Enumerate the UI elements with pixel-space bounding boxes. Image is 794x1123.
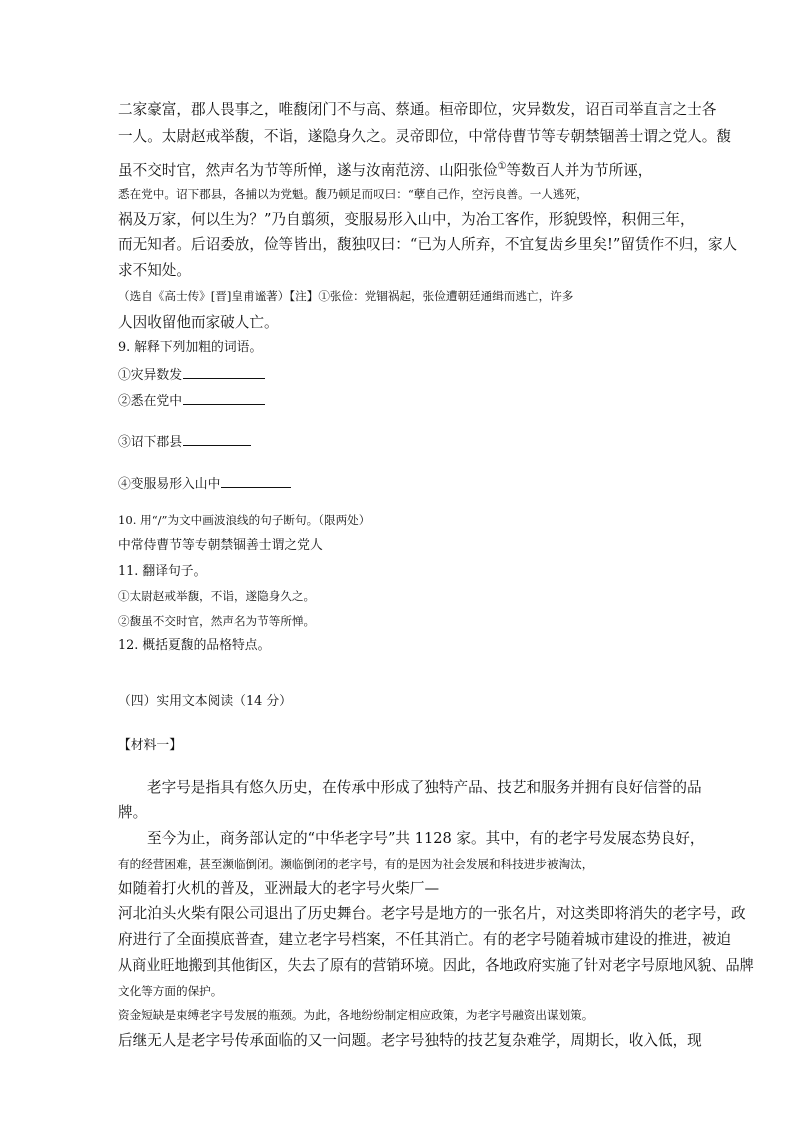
passage-line-4: 悉在党中。诏下郡县，各捕以为党魁。馥乃顿足而叹曰：“孽自己作，空污良善。一人逃死， [118,187,588,201]
q9-item-4 [118,475,291,492]
passage-line-3-tail: 等数百人并为节所诬， [506,162,653,179]
q9-item-4-text: ④变服易形入山中 [118,477,221,492]
passage-line-2: 一人。太尉赵戒举馥，不诣，遂隐身久之。灵帝即位，中常侍曹节等专朝禁锢善士谓之党人。馥 [118,128,731,145]
footnote-mark: ① [497,161,507,172]
answer-blank[interactable] [183,392,265,405]
q9-item-1-text: ①灾异数发 [118,368,182,383]
material-line-1: 老字号是指具有悠久历史，在传承中形成了独特产品、技艺和服务并拥有良好信誉的品 [147,779,702,796]
q9-item-2-text: ②悉在党中 [118,394,182,409]
q9-item-3-text: ③诏下郡县 [118,435,182,450]
passage-line-1: 二家豪富，郡人畏事之，唯馥闭门不与高、蔡通。桓帝即位，灾异数发，诏百司举直言之士各 [118,101,717,118]
q12-title: 12. 概括夏馥的品格特点。 [118,638,271,653]
q11-item-1: ①太尉赵戒举馥，不诣，遂隐身久之。 [118,589,316,603]
material-line-5: 如随着打火机的普及，亚洲最大的老字号火柴厂— [118,880,440,897]
material-line-6: 河北泊头火柴有限公司退出了历史舞台。老字号是地方的一张名片，对这类即将消失的老字号，政 [118,905,746,922]
passage-source: （选自《高士传》[晋]皇甫谧著）【注】①张俭：党锢祸起，张俭遭朝廷通缉而逃亡，许多 [118,289,574,303]
q10-sentence: 中常侍曹节等专朝禁锢善士谓之党人 [118,538,323,553]
q9-item-2 [118,392,265,409]
material-line-2: 牌。 [118,804,148,821]
q11-title: 11. 翻译句子。 [118,564,207,579]
q11-item-2: ②馥虽不交时官，然声名为节等所惮。 [118,614,316,628]
material-line-11: 后继无人是老字号传承面临的又一问题。老字号独特的技艺复杂难学，周期长，收入低，现 [118,1032,702,1049]
q9-item-3 [118,433,251,450]
material-line-7: 府进行了全面摸底普查，建立老字号档案，不任其消亡。有的老字号随着城市建设的推进，被迫 [118,931,731,948]
material-line-4: 有的经营困难，甚至濒临倒闭。濒临倒闭的老字号，有的是因为社会发展和科技进步被淘汰， [118,857,594,871]
passage-line-5: 祸及万家，何以生为？”乃自翦须，变服易形入山中，为冶工客作，形貌毁悴，积佣三年， [118,211,695,228]
passage-line-3 [118,162,652,179]
answer-blank[interactable] [183,433,251,446]
passage-line-6: 而无知者。后诏委放，俭等皆出，馥独叹曰：“已为人所弃，不宜复齿乡里矣!”留赁作不归，家人 [118,236,738,253]
material-line-9: 文化等方面的保护。 [118,984,223,998]
material-line-3: 至今为止，商务部认定的“中华老字号”共 1128 家。其中，有的老字号发展态势良好， [147,830,705,847]
section-heading: （四）实用文本阅读（14 分） [118,694,292,709]
q9-item-1 [118,366,265,383]
material-label: 【材料一】 [118,738,182,753]
passage-line-3-text: 虽不交时官，然声名为节等所惮，遂与汝南范滂、山阳张俭 [118,162,498,179]
answer-blank[interactable] [183,366,265,379]
material-line-10: 资金短缺是束缚老字号发展的瓶颈。为此，各地纷纷制定相应政策，为老字号融资出谋划策。 [118,1008,594,1022]
passage-line-7: 求不知处。 [118,262,191,279]
q10-title: 10. 用“/”为文中画波浪线的句子断句。（限两处） [118,513,371,527]
material-line-8: 从商业旺地搬到其他街区，失去了原有的营销环境。因此，各地政府实施了针对老字号原地风貌、品牌 [118,957,754,974]
answer-blank[interactable] [221,475,291,488]
q9-title: 9. 解释下列加粗的词语。 [118,340,263,355]
passage-footnote: 人因收留他而家破人亡。 [118,314,279,331]
